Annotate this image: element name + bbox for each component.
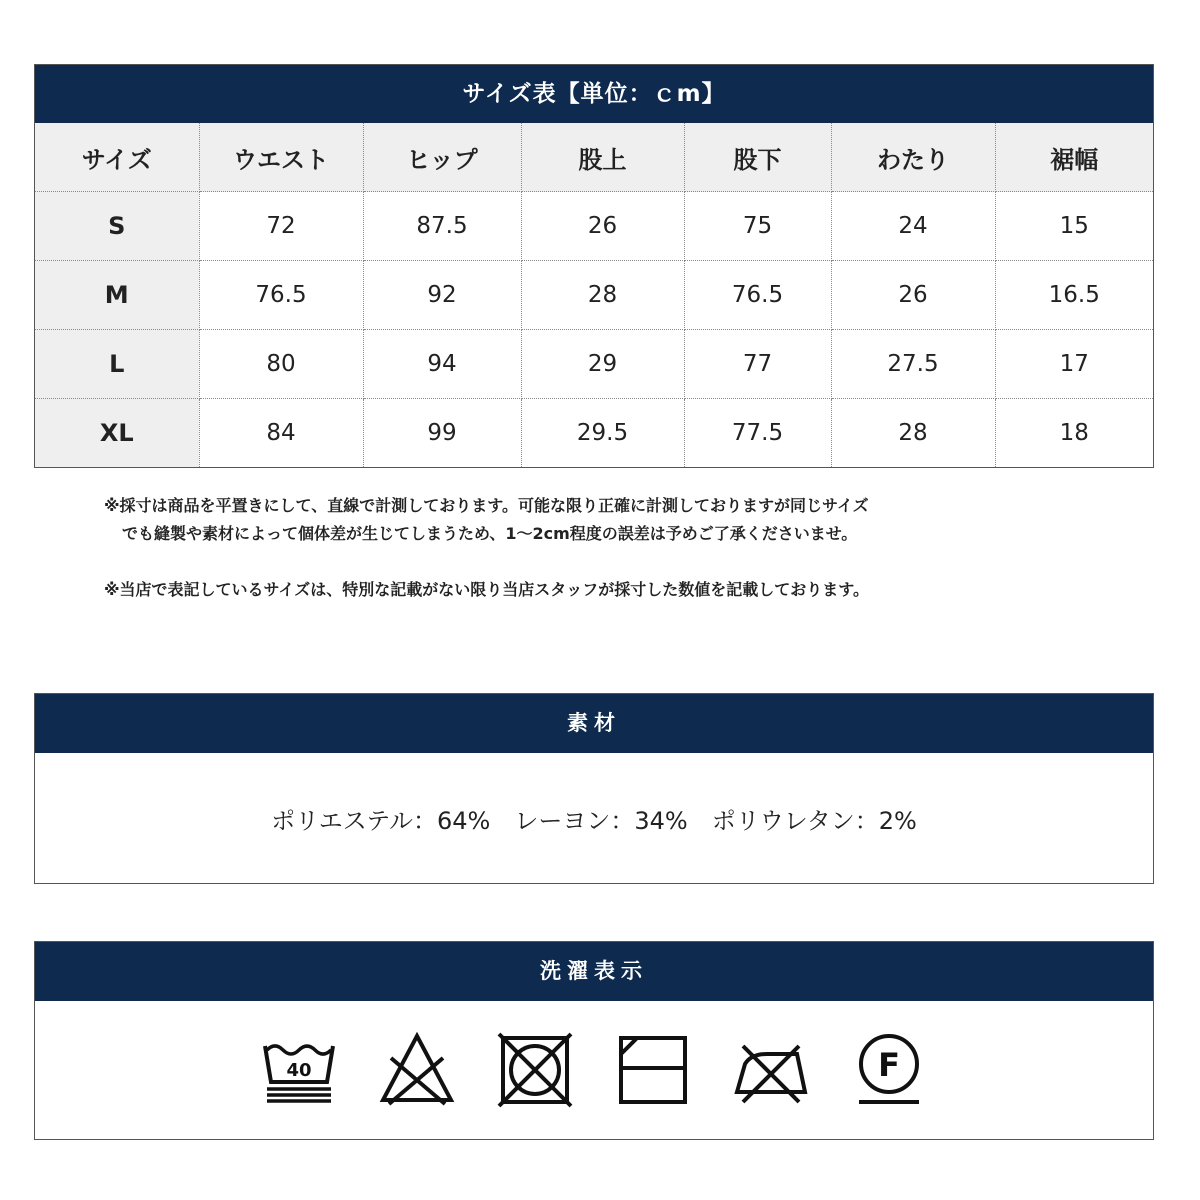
table-cell: 26 <box>521 192 684 261</box>
row-size-label: XL <box>35 399 199 468</box>
table-row <box>35 399 1153 468</box>
table-cell: 77 <box>684 330 831 399</box>
header-waist: ウエスト <box>199 123 363 192</box>
table-cell: 80 <box>199 330 363 399</box>
measurement-notes <box>104 492 869 604</box>
table-cell: 76.5 <box>199 261 363 330</box>
material-title: 素材 <box>35 694 1153 753</box>
table-cell: 24 <box>831 192 995 261</box>
table-row <box>35 192 1153 261</box>
header-size: サイズ <box>35 123 199 192</box>
wash-care-title: 洗濯表示 <box>35 942 1153 1001</box>
dry-clean-letter: F <box>878 1046 900 1084</box>
row-size-label: S <box>35 192 199 261</box>
table-cell: 75 <box>684 192 831 261</box>
table-cell: 29 <box>521 330 684 399</box>
table-cell: 84 <box>199 399 363 468</box>
table-cell: 28 <box>831 399 995 468</box>
row-size-label: M <box>35 261 199 330</box>
no-iron-icon <box>733 1032 809 1108</box>
table-cell: 87.5 <box>363 192 521 261</box>
table-cell: 29.5 <box>521 399 684 468</box>
size-table-title: サイズ表【単位：ｃm】 <box>35 65 1153 123</box>
table-cell: 27.5 <box>831 330 995 399</box>
table-cell: 77.5 <box>684 399 831 468</box>
header-hem-width: 裾幅 <box>995 123 1153 192</box>
wash-care-icons <box>35 1001 1153 1139</box>
header-thigh: わたり <box>831 123 995 192</box>
table-cell: 15 <box>995 192 1153 261</box>
table-cell: 18 <box>1059 420 1089 446</box>
note-line-2: でも縫製や素材によって個体差が生じてしまうため、1～2cm程度の誤差は予めご了承くださいませ。 <box>122 524 858 543</box>
table-cell: 99 <box>363 399 521 468</box>
table-row <box>35 330 1153 399</box>
header-rise: 股上 <box>521 123 684 192</box>
table-cell: 72 <box>199 192 363 261</box>
wash-40-gentle-icon <box>261 1032 337 1108</box>
table-cell: 16.5 <box>995 261 1153 330</box>
table-cell: 28 <box>521 261 684 330</box>
table-row <box>35 261 1153 330</box>
material-composition: ポリエステル：64% レーヨン：34% ポリウレタン：2% <box>271 806 917 835</box>
table-cell: 76.5 <box>684 261 831 330</box>
size-table <box>35 123 1153 467</box>
no-tumble-dry-icon <box>497 1032 573 1108</box>
drip-line-dry-shade-icon <box>615 1032 691 1108</box>
row-size-label: L <box>35 330 199 399</box>
wash-temperature-label: 40 <box>286 1060 312 1081</box>
table-cell: 26 <box>831 261 995 330</box>
header-inseam: 股下 <box>684 123 831 192</box>
dry-clean-f-icon <box>851 1032 927 1108</box>
table-cell: 94 <box>363 330 521 399</box>
table-cell: 17 <box>995 330 1153 399</box>
header-hip: ヒップ <box>363 123 521 192</box>
note-line-1: ※採寸は商品を平置きにして、直線で計測しております。可能な限り正確に計測しておりますが同じサイズ <box>104 496 869 515</box>
table-cell: 92 <box>363 261 521 330</box>
wash-care-section <box>34 941 1154 1140</box>
size-table-header-row <box>35 123 1153 192</box>
size-table-section <box>34 64 1154 468</box>
material-section <box>34 693 1154 884</box>
note-line-3: ※当店で表記しているサイズは、特別な記載がない限り当店スタッフが採寸した数値を記載しております。 <box>104 580 869 599</box>
no-bleach-icon <box>379 1032 455 1108</box>
